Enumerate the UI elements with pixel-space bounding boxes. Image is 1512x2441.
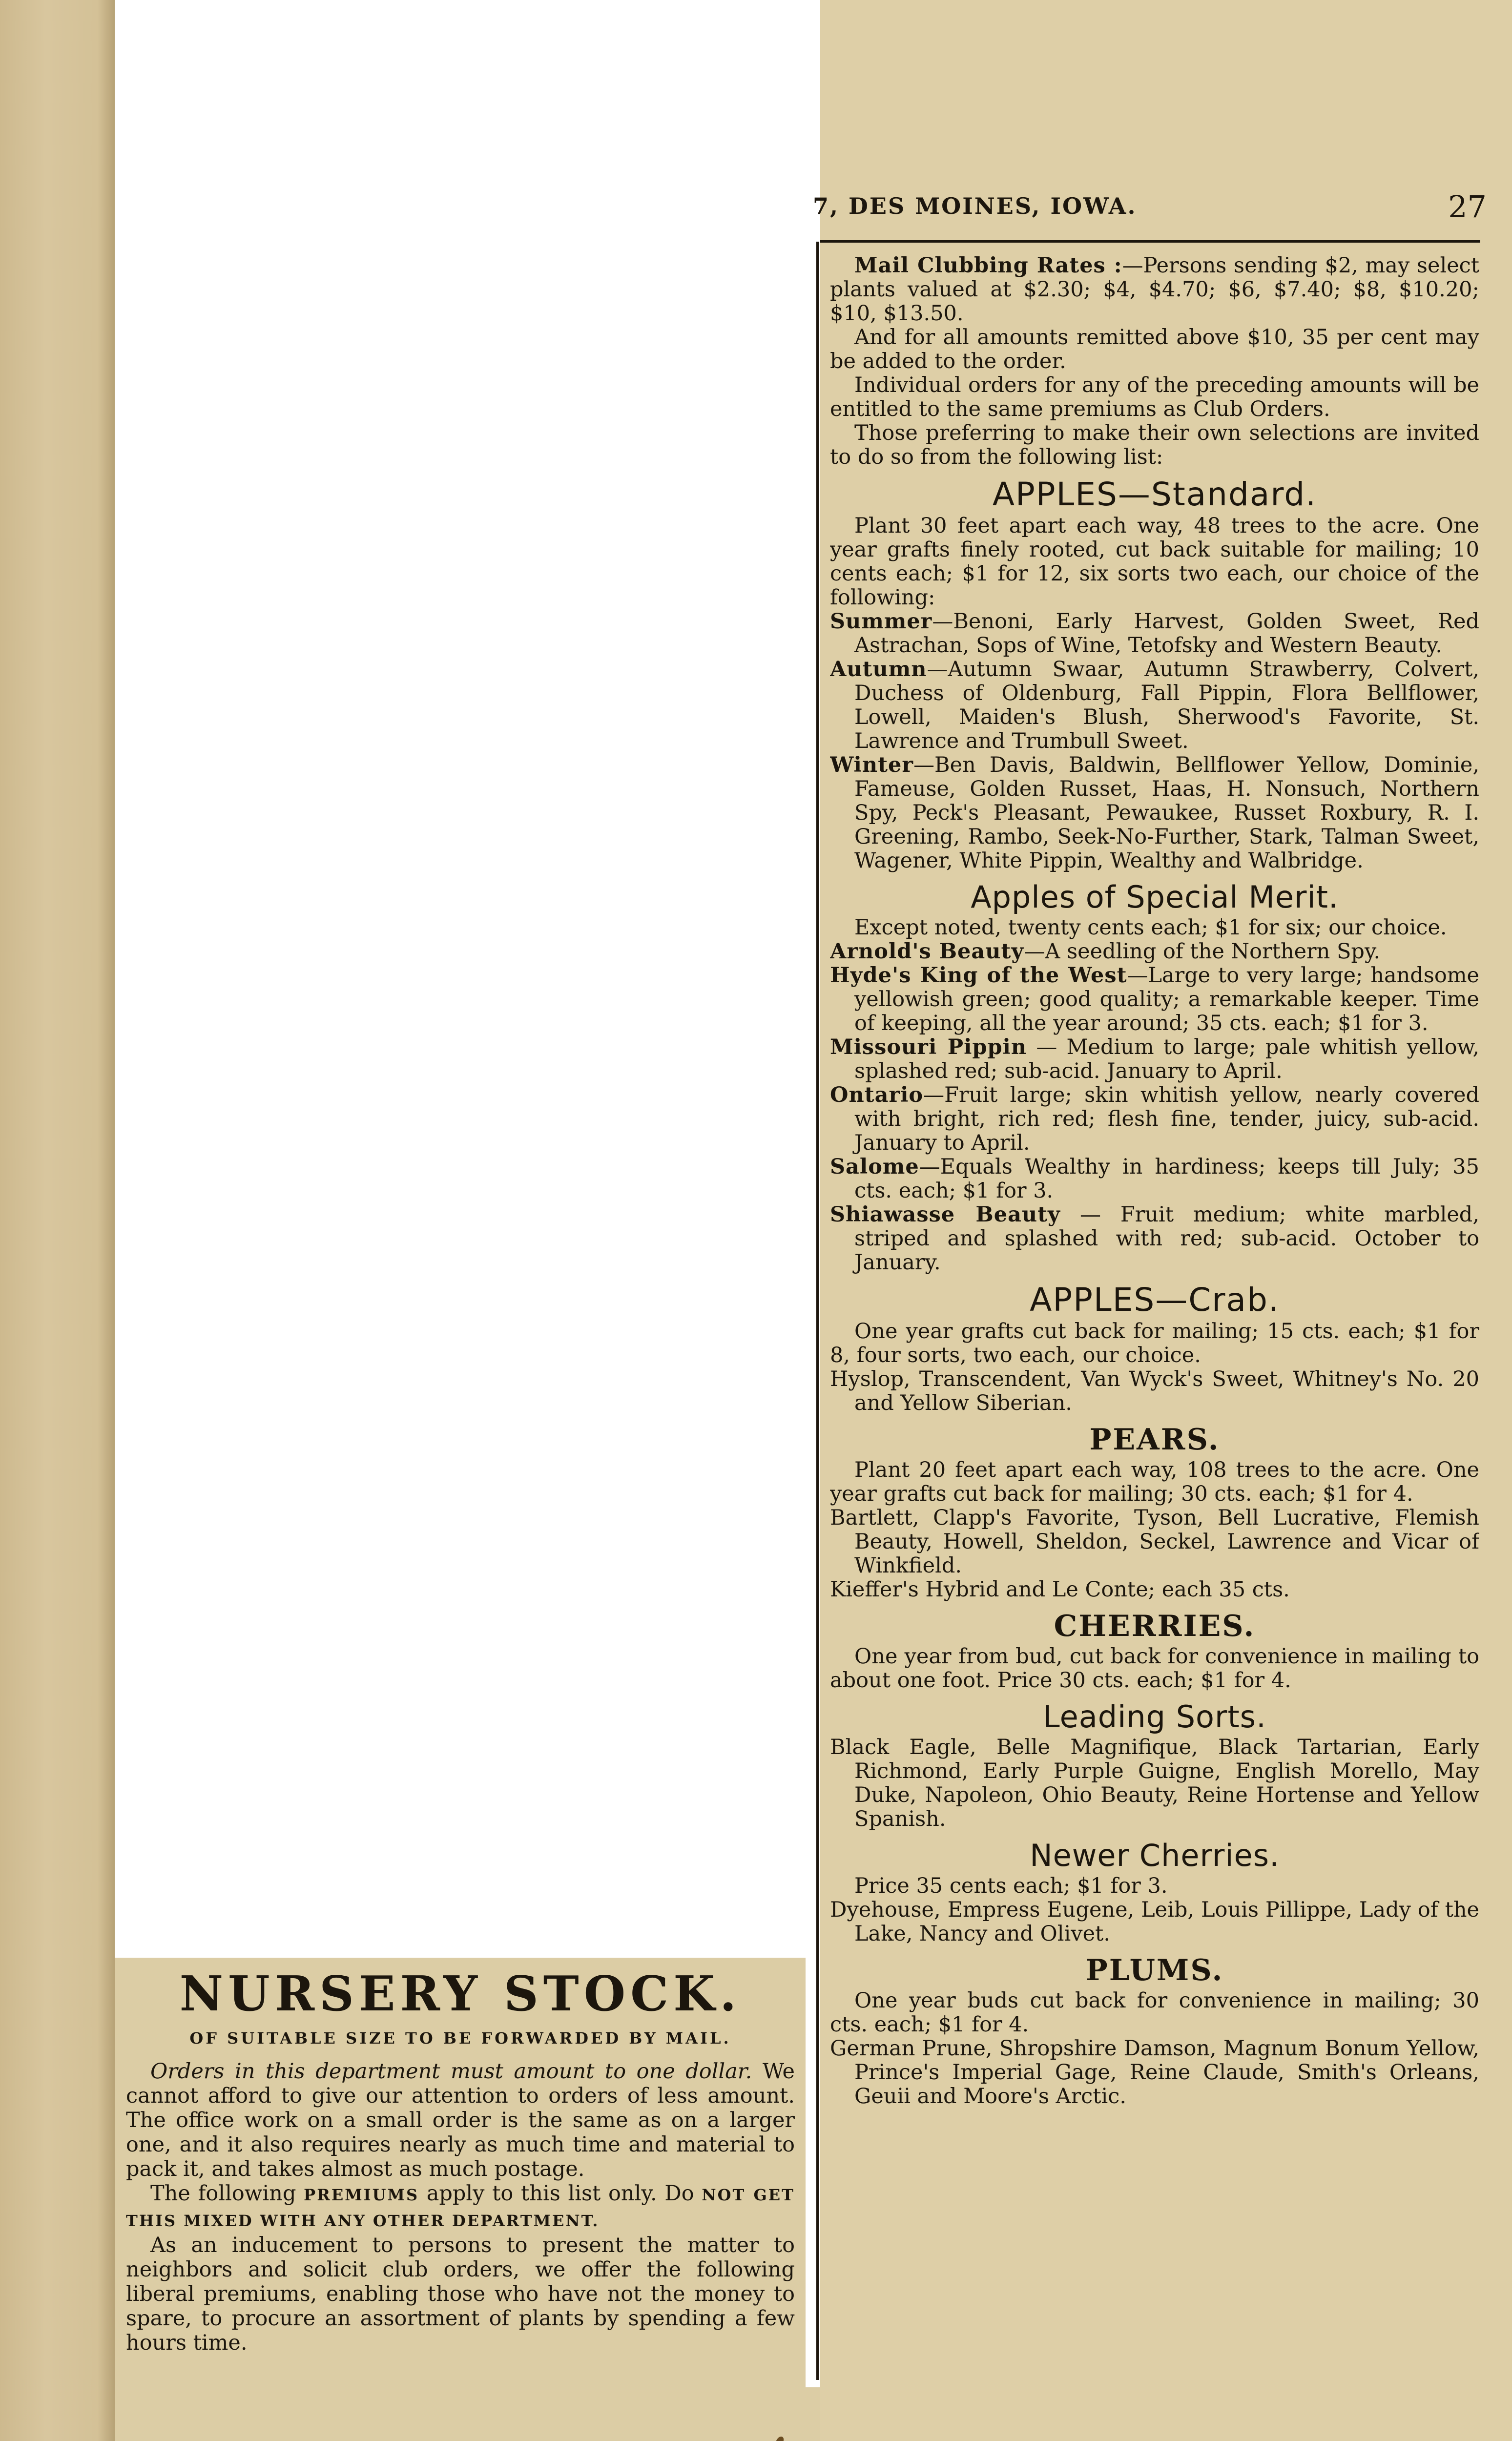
paper-edge-shadow <box>98 0 117 2441</box>
heading-apples-crab: APPLES—Crab. <box>1030 1281 1280 1319</box>
paragraph: Hyslop, Transcendent, Van Wyck's Sweet, Whitney's No. 20 and Yellow Siberian. <box>830 1367 1479 1415</box>
paragraph: Orders in this department must amount to one dollar. We cannot afford to give our attention to orders of less amount. The office work on a small order is the same as on a larger one, and it also requires nearly as much time and material to pack it, and takes almost as much postage. <box>126 2059 795 2181</box>
paragraph: Price 35 cents each; $1 for 3. <box>854 1874 1168 1898</box>
nursery-stock-clipping <box>116 1967 805 2382</box>
column-rule <box>816 242 819 2380</box>
blank-white-area <box>115 0 820 1958</box>
heading-cherries: CHERRIES. <box>1054 1609 1256 1643</box>
club-rates-paragraph: Mail Clubbing Rates :—Persons sending $2, may select plants valued at $2.30; $4, $4.70; $6, $7.40; $8, $10.20; $10, $13.50. <box>830 254 1479 326</box>
heading-plums: PLUMS. <box>1085 1953 1224 1987</box>
heading-pears: PEARS. <box>1089 1423 1220 1457</box>
list-item: Arnold's Beauty—A seedling of the Northern Spy. <box>830 939 1381 964</box>
paragraph: And for all amounts remitted above $10, 35 per cent may be added to the order. <box>830 325 1479 373</box>
list-item: Winter—Ben Davis, Baldwin, Bellflower Yellow, Dominie, Fameuse, Golden Russet, Haas, H. Nonsuch, Northern Spy, Peck's Pleasant, Pewaukee, Russet Roxbury, R. I. Greening, Rambo, Seek-No-Further, Stark, Talman Sweet, Wagener, White Pippin, Wealthy and Walbridge. <box>830 753 1479 873</box>
page-number: 27 <box>1448 189 1487 225</box>
header-location: 7, DES MOINES, IOWA. <box>813 193 1137 219</box>
heading-leading-sorts: Leading Sorts. <box>1043 1699 1266 1735</box>
paragraph: German Prune, Shropshire Damson, Magnum Bonum Yellow, Prince's Imperial Gage, Reine Claude, Smith's Orleans, Geuii and Moore's Arctic. <box>830 2036 1479 2109</box>
paragraph: One year grafts cut back for mailing; 15 cts. each; $1 for 8, four sorts, two each, our choice. <box>830 1319 1479 1367</box>
paragraph: Bartlett, Clapp's Favorite, Tyson, Bell Lucrative, Flemish Beauty, Howell, Sheldon, Seckel, Lawrence and Vicar of Winkfield. <box>830 1506 1479 1578</box>
list-item: Hyde's King of the West—Large to very large; handsome yellowish green; good quality; a remarkable keeper. Time of keeping, all the year around; 35 cts. each; $1 for 3. <box>830 963 1479 1035</box>
paragraph: Black Eagle, Belle Magnifique, Black Tartarian, Early Richmond, Early Purple Guigne, English Morello, May Duke, Napoleon, Ohio Beauty, Reine Hortense and Yellow Spanish. <box>830 1735 1479 1831</box>
paragraph: Those preferring to make their own selections are invited to do so from the following list: <box>830 421 1479 469</box>
list-item: Ontario—Fruit large; skin whitish yellow, nearly covered with bright, rich red; flesh fine, tender, juicy, sub-acid. January to April. <box>830 1083 1479 1155</box>
paragraph: The following PREMIUMS apply to this list only. Do NOT GET THIS MIXED WITH ANY OTHER DEPARTMENT. <box>126 2181 795 2230</box>
heading-apples-standard: APPLES—Standard. <box>992 476 1317 513</box>
list-item: Missouri Pippin — Medium to large; pale whitish yellow, splashed red; sub-acid. January to April. <box>830 1035 1479 1083</box>
catalog-column <box>830 254 1479 2378</box>
paragraph: Plant 30 feet apart each way, 48 trees to the acre. One year grafts finely rooted, cut back suitable for mailing; 10 cents each; $1 for 12, six sorts two each, our choice of the following: <box>830 514 1479 610</box>
paragraph: Individual orders for any of the preceding amounts will be entitled to the same premiums as Club Orders. <box>830 373 1479 421</box>
paragraph: Dyehouse, Empress Eugene, Leib, Louis Pillippe, Lady of the Lake, Nancy and Olivet. <box>830 1898 1479 1946</box>
header-rule <box>820 240 1480 243</box>
paragraph: Except noted, twenty cents each; $1 for six; our choice. <box>854 915 1447 940</box>
list-item: Salome—Equals Wealthy in hardiness; keeps till July; 35 cts. each; $1 for 3. <box>830 1155 1479 1203</box>
paragraph: One year from bud, cut back for convenience in mailing to about one foot. Price 30 cts. each; $1 for 4. <box>830 1644 1479 1693</box>
list-item: Autumn—Autumn Swaar, Autumn Strawberry, Colvert, Duchess of Oldenburg, Fall Pippin, Flora Bellflower, Lowell, Maiden's Blush, Sherwood's Favorite, St. Lawrence and Trumbull Sweet. <box>830 657 1479 753</box>
list-item: Shiawasse Beauty — Fruit medium; white marbled, striped and splashed with red; sub-acid. October to January. <box>830 1202 1479 1275</box>
list-item: Summer—Benoni, Early Harvest, Golden Sweet, Red Astrachan, Sops of Wine, Tetofsky and Western Beauty. <box>830 609 1479 658</box>
paragraph: Kieffer's Hybrid and Le Conte; each 35 cts. <box>830 1577 1290 1602</box>
nursery-title: NURSERY STOCK. <box>179 1966 742 2022</box>
paragraph: One year buds cut back for convenience in mailing; 30 cts. each; $1 for 4. <box>830 1988 1479 2037</box>
nursery-subtitle: OF SUITABLE SIZE TO BE FORWARDED BY MAIL. <box>189 2029 731 2048</box>
heading-special-merit: Apples of Special Merit. <box>971 879 1339 915</box>
page-header <box>813 189 1487 239</box>
paragraph: Plant 20 feet apart each way, 108 trees to the acre. One year grafts cut back for mailing; 30 cts. each; $1 for 4. <box>830 1458 1479 1506</box>
paragraph: As an inducement to persons to present the matter to neighbors and solicit club orders, we offer the following liberal premiums, enabling those who have not the money to spare, to procure an assortment of plants by spending a few hours time. <box>126 2233 795 2355</box>
heading-newer-cherries: Newer Cherries. <box>1030 1838 1280 1873</box>
